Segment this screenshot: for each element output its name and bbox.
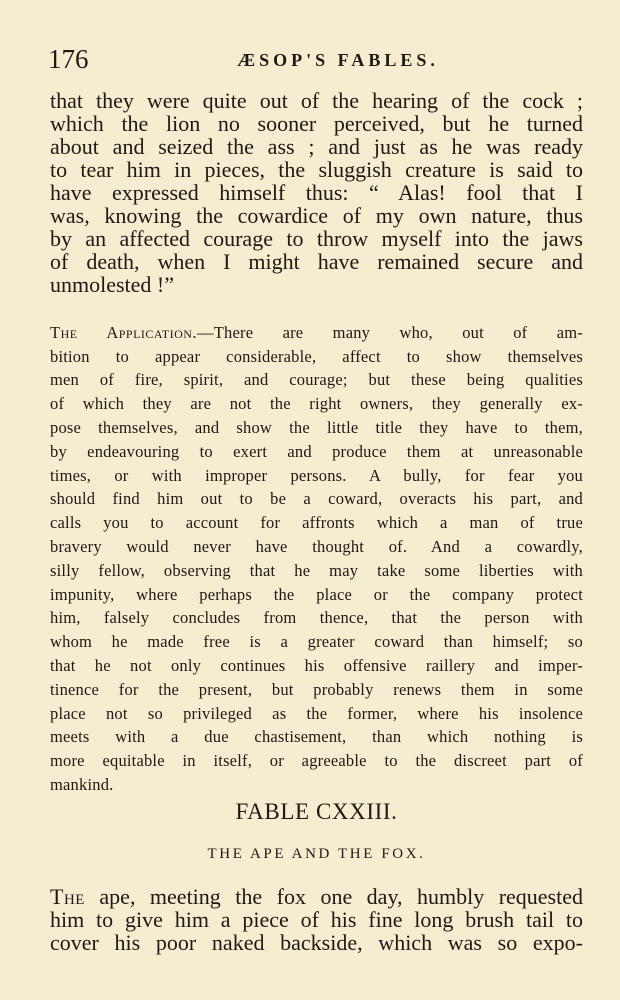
fable-subtitle: THE APE AND THE FOX. <box>207 846 426 862</box>
text-line: times, or with improper persons. A bully, for fear you <box>50 466 583 485</box>
text-line: have expressed himself thus: “ Alas! fool that I <box>50 180 583 205</box>
text-line: him, falsely concludes from thence, that the person with <box>50 608 583 627</box>
text-line: meets with a due chastisement, than which nothing is <box>50 727 583 746</box>
text-line: about and seized the ass ; and just as he was ready <box>50 134 583 159</box>
text-line: men of fire, spirit, and courage; but these being qualities <box>50 370 583 389</box>
running-title: ÆSOP'S FABLES. <box>237 50 439 70</box>
text-line: was, knowing the cowardice of my own nature, thus <box>50 203 583 228</box>
fable-first-word: The <box>50 884 85 909</box>
text-line: by an affected courage to throw myself into the jaws <box>50 226 583 251</box>
application-text: —There are many who, out of am- <box>197 323 583 342</box>
text-line: silly fellow, observing that he may take some liberties with <box>50 561 583 580</box>
text-line: should find him out to be a coward, overacts his part, and <box>50 489 583 508</box>
page-header <box>48 44 588 74</box>
text-line: calls you to account for affronts which a man of true <box>50 513 583 532</box>
text-line: cover his poor naked backside, which was so expo- <box>50 930 583 955</box>
text-line: of death, when I might have remained secure and <box>50 249 583 274</box>
text-line: tinence for the present, but probably renews them in some <box>50 680 583 699</box>
text-line: that they were quite out of the hearing of the cock ; <box>50 88 583 113</box>
application-first-line <box>50 322 583 344</box>
page-number: 176 <box>48 44 89 74</box>
text-line: place not so privileged as the former, where his insolence <box>50 704 583 723</box>
application-heading: The Application. <box>50 323 198 342</box>
text-line: him to give him a piece of his fine long brush tail to <box>50 907 583 932</box>
text-line: by endeavouring to exert and produce them at unreasonable <box>50 442 583 461</box>
text-line: mankind. <box>50 775 114 794</box>
text-line: impunity, where perhaps the place or the company protect <box>50 585 583 604</box>
text-line: unmolested !” <box>50 272 175 297</box>
fable-text: ape, meeting the fox one day, humbly requested <box>84 884 583 909</box>
text-line: whom he made free is a greater coward than himself; so <box>50 632 583 651</box>
text-line: bravery would never have thought of. And a cowardly, <box>50 537 583 556</box>
text-line: bition to appear considerable, affect to show themselves <box>50 347 583 366</box>
text-line: pose themselves, and show the little title they have to them, <box>50 418 583 437</box>
fable-title: FABLE CXXIII. <box>235 799 398 824</box>
text-line: which the lion no sooner perceived, but he turned <box>50 111 583 136</box>
text-line: of which they are not the right owners, they generally ex- <box>50 394 583 413</box>
text-line: to tear him in pieces, the sluggish creature is said to <box>50 157 583 182</box>
text-line: more equitable in itself, or agreeable to the discreet part of <box>50 751 583 770</box>
text-line: that he not only continues his offensive raillery and imper- <box>50 656 583 675</box>
